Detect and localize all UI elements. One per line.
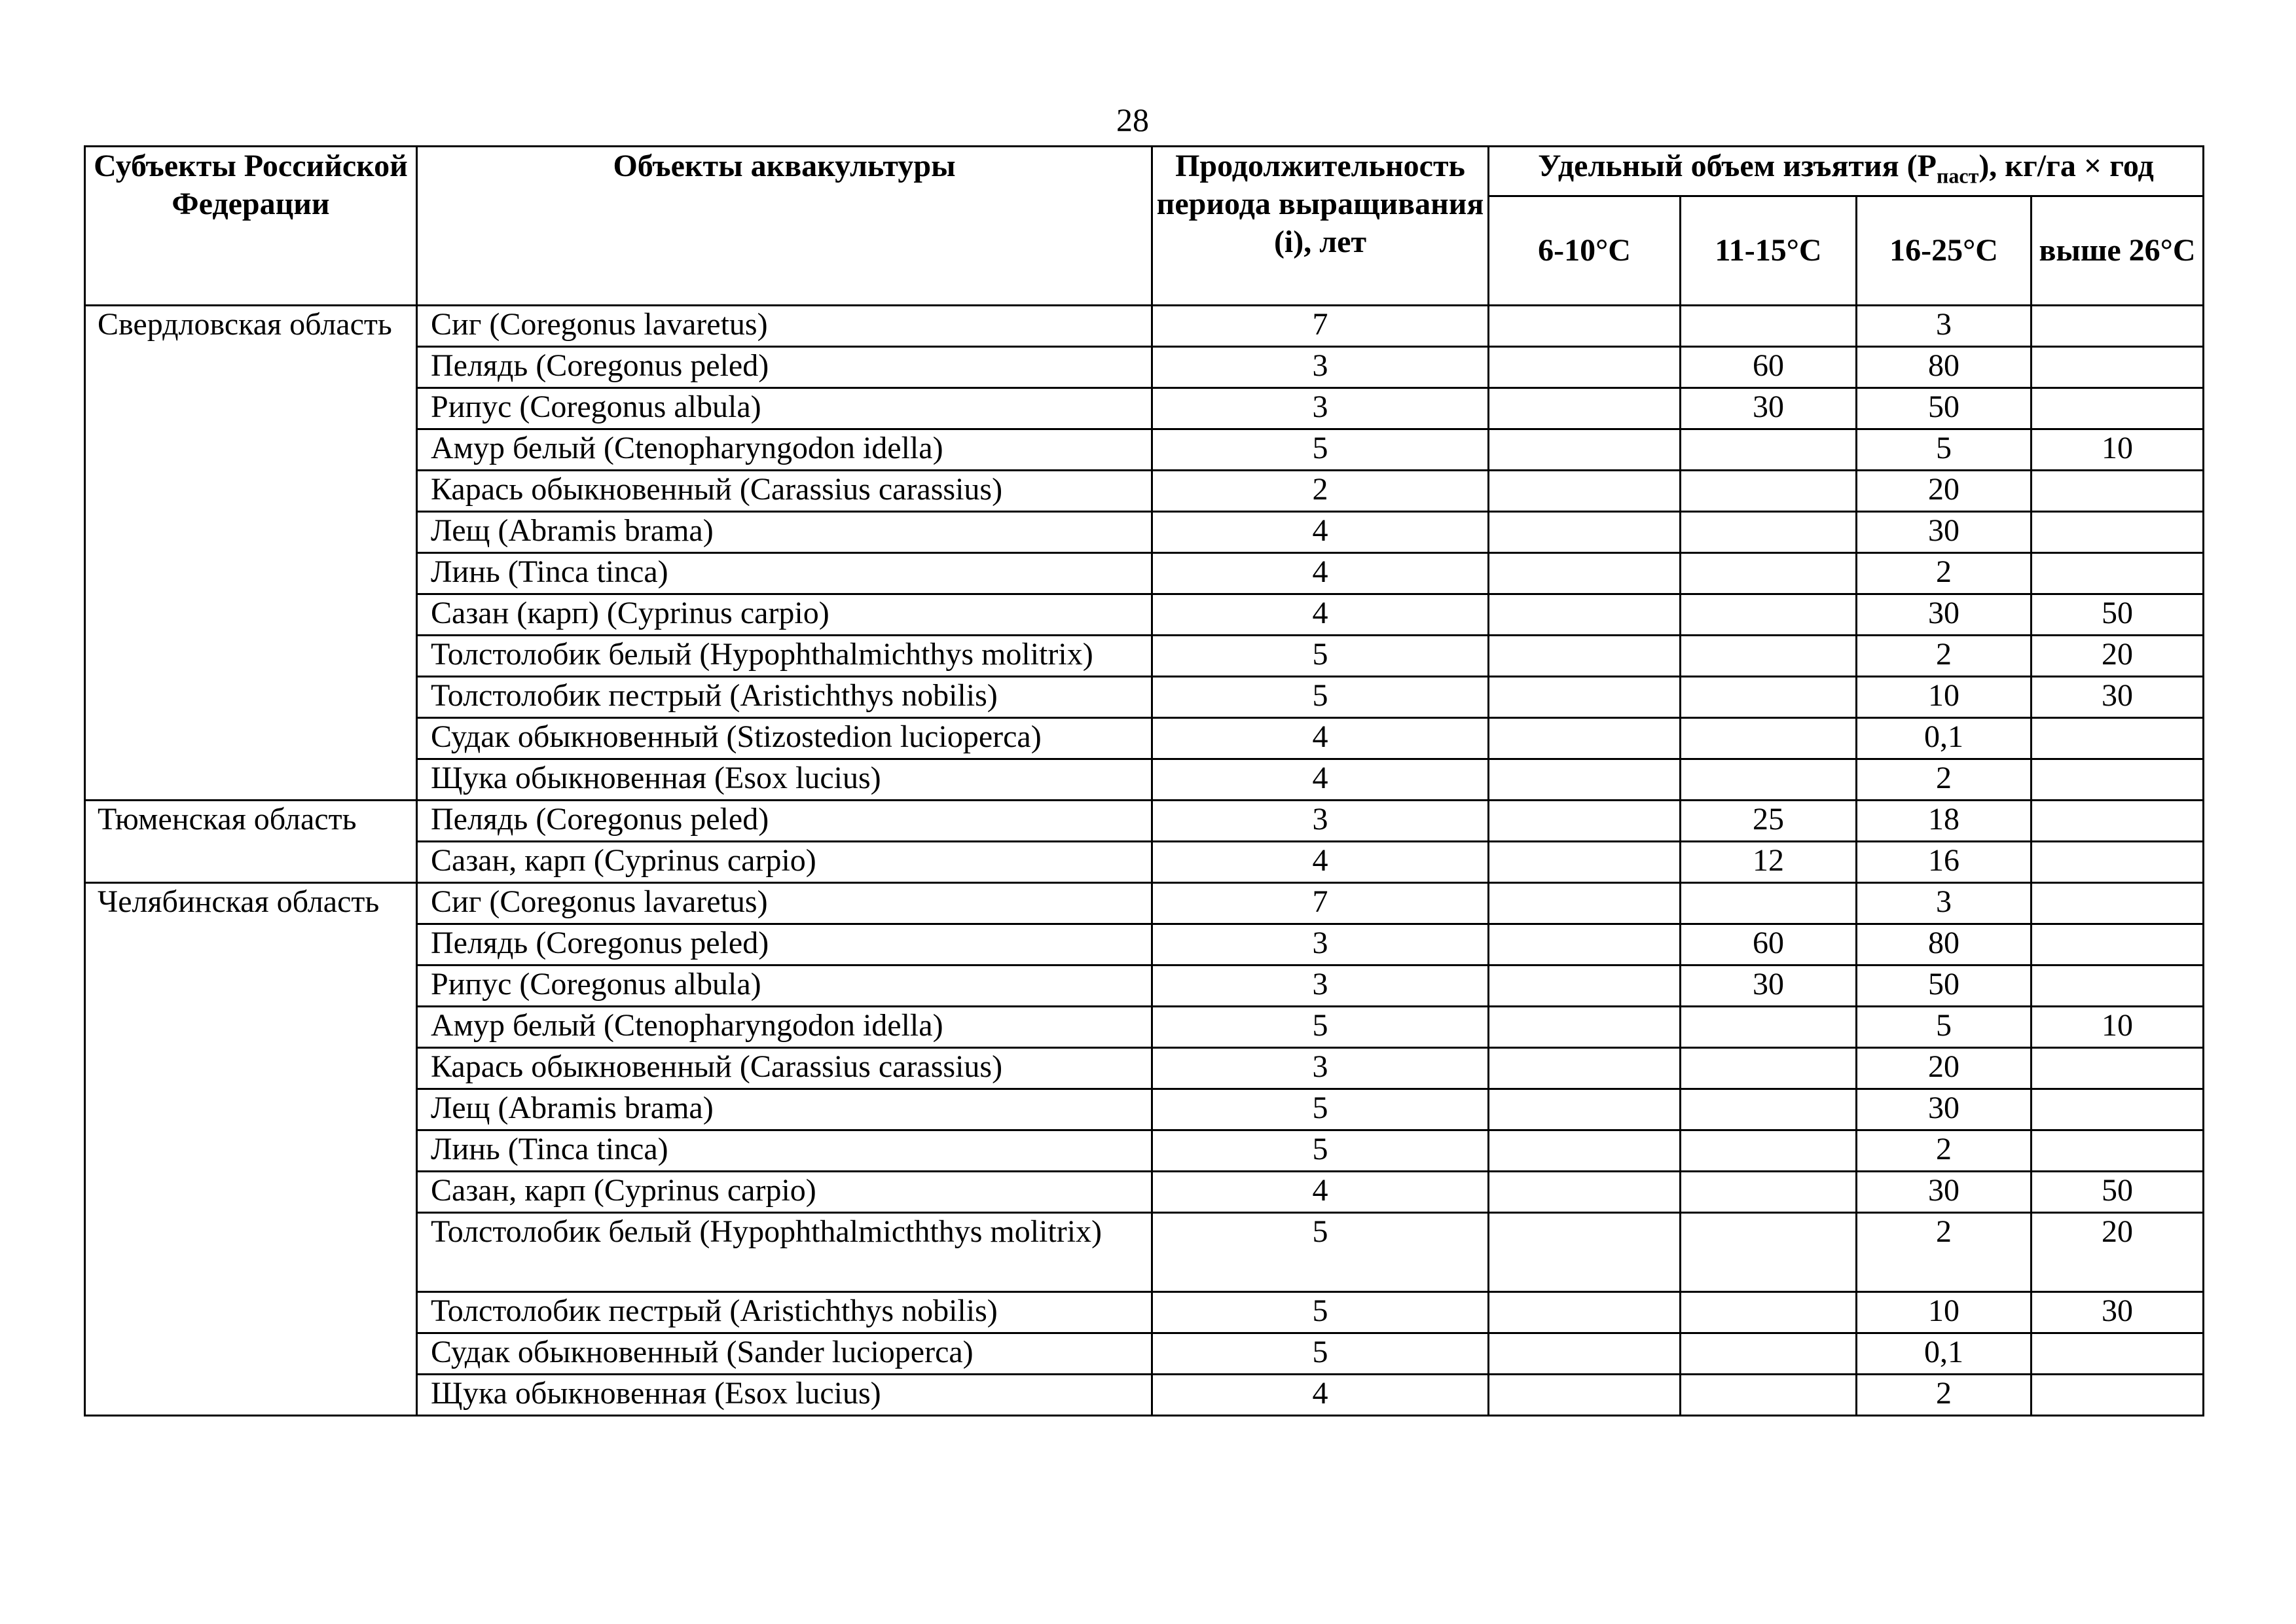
- period-cell: 5: [1152, 676, 1489, 717]
- temp-above-26-cell: [2032, 552, 2204, 594]
- temp-above-26-cell: [2032, 346, 2204, 388]
- temp-16-25-cell: 80: [1857, 924, 2032, 965]
- period-cell: 5: [1152, 1291, 1489, 1333]
- temp-11-15-cell: [1681, 1212, 1857, 1291]
- temp-11-15-cell: [1681, 1333, 1857, 1374]
- temp-above-26-cell: [2032, 800, 2204, 841]
- temp-11-15-cell: 12: [1681, 841, 1857, 882]
- temp-16-25-cell: 20: [1857, 470, 2032, 511]
- temp-above-26-cell: 30: [2032, 1291, 2204, 1333]
- temp-above-26-cell: [2032, 511, 2204, 552]
- period-cell: 5: [1152, 1212, 1489, 1291]
- period-cell: 4: [1152, 552, 1489, 594]
- temp-6-10-cell: [1489, 800, 1681, 841]
- period-cell: 3: [1152, 1047, 1489, 1089]
- temp-11-15-cell: [1681, 676, 1857, 717]
- temp-16-25-cell: 20: [1857, 1047, 2032, 1089]
- temp-16-25-cell: 2: [1857, 552, 2032, 594]
- temp-16-25-cell: 3: [1857, 305, 2032, 346]
- object-cell: Сазан (карп) (Cyprinus carpio): [417, 594, 1152, 635]
- object-cell: Толстолобик белый (Hypophthalmichthys molitrix): [417, 635, 1152, 676]
- temp-6-10-cell: [1489, 965, 1681, 1006]
- header-temp-16-25: 16-25°C: [1857, 196, 2032, 305]
- temp-11-15-cell: [1681, 594, 1857, 635]
- temp-6-10-cell: [1489, 388, 1681, 429]
- temp-11-15-cell: [1681, 1047, 1857, 1089]
- temp-6-10-cell: [1489, 429, 1681, 470]
- temp-11-15-cell: [1681, 1171, 1857, 1212]
- temp-16-25-cell: 5: [1857, 429, 2032, 470]
- period-cell: 4: [1152, 1171, 1489, 1212]
- temp-6-10-cell: [1489, 346, 1681, 388]
- table-row: [85, 800, 2204, 841]
- header-subject: Субъекты Российской Федерации: [85, 147, 417, 306]
- temp-11-15-cell: [1681, 1130, 1857, 1171]
- object-cell: Судак обыкновенный (Stizostedion lucioperca): [417, 717, 1152, 759]
- temp-6-10-cell: [1489, 1374, 1681, 1415]
- temp-above-26-cell: [2032, 1333, 2204, 1374]
- period-cell: 5: [1152, 1089, 1489, 1130]
- object-cell: Линь (Tinca tinca): [417, 552, 1152, 594]
- temp-6-10-cell: [1489, 882, 1681, 924]
- object-cell: Амур белый (Ctenopharyngodon idella): [417, 1006, 1152, 1047]
- period-cell: 7: [1152, 882, 1489, 924]
- temp-above-26-cell: [2032, 1089, 2204, 1130]
- period-cell: 5: [1152, 635, 1489, 676]
- temp-11-15-cell: 60: [1681, 924, 1857, 965]
- temp-above-26-cell: 30: [2032, 676, 2204, 717]
- temp-6-10-cell: [1489, 305, 1681, 346]
- object-cell: Судак обыкновенный (Sander lucioperca): [417, 1333, 1152, 1374]
- region-name-cell: Тюменская область: [85, 800, 417, 882]
- temp-16-25-cell: 0,1: [1857, 1333, 2032, 1374]
- table-header: [85, 147, 2204, 306]
- object-cell: Карась обыкновенный (Carassius carassius): [417, 1047, 1152, 1089]
- temp-16-25-cell: 2: [1857, 1130, 2032, 1171]
- temp-16-25-cell: 30: [1857, 511, 2032, 552]
- period-cell: 4: [1152, 1374, 1489, 1415]
- temp-16-25-cell: 30: [1857, 1171, 2032, 1212]
- temp-11-15-cell: [1681, 1089, 1857, 1130]
- temp-6-10-cell: [1489, 1130, 1681, 1171]
- temp-11-15-cell: [1681, 1006, 1857, 1047]
- temp-above-26-cell: 20: [2032, 1212, 2204, 1291]
- period-cell: 3: [1152, 924, 1489, 965]
- temp-6-10-cell: [1489, 1171, 1681, 1212]
- period-cell: 7: [1152, 305, 1489, 346]
- temp-6-10-cell: [1489, 924, 1681, 965]
- object-cell: Толстолобик белый (Hypophthalmicththys molitrix): [417, 1212, 1152, 1291]
- object-cell: Сазан, карп (Cyprinus carpio): [417, 841, 1152, 882]
- period-cell: 4: [1152, 841, 1489, 882]
- temp-11-15-cell: 30: [1681, 965, 1857, 1006]
- temp-above-26-cell: [2032, 305, 2204, 346]
- header-temp-above-26: выше 26°C: [2032, 196, 2204, 305]
- header-duration: Продолжительность периода выращивания (i), лет: [1152, 147, 1489, 306]
- temp-above-26-cell: [2032, 924, 2204, 965]
- temp-6-10-cell: [1489, 594, 1681, 635]
- object-cell: Линь (Tinca tinca): [417, 1130, 1152, 1171]
- temp-11-15-cell: [1681, 1291, 1857, 1333]
- temp-16-25-cell: 2: [1857, 1374, 2032, 1415]
- period-cell: 3: [1152, 388, 1489, 429]
- temp-above-26-cell: [2032, 1047, 2204, 1089]
- temp-above-26-cell: 50: [2032, 594, 2204, 635]
- temp-6-10-cell: [1489, 470, 1681, 511]
- temp-above-26-cell: [2032, 1374, 2204, 1415]
- temp-11-15-cell: [1681, 1374, 1857, 1415]
- object-cell: Пелядь (Coregonus peled): [417, 346, 1152, 388]
- temp-above-26-cell: [2032, 965, 2204, 1006]
- temp-above-26-cell: [2032, 717, 2204, 759]
- temp-11-15-cell: [1681, 511, 1857, 552]
- object-cell: Щука обыкновенная (Esox lucius): [417, 1374, 1152, 1415]
- period-cell: 4: [1152, 594, 1489, 635]
- temp-16-25-cell: 50: [1857, 388, 2032, 429]
- temp-11-15-cell: [1681, 717, 1857, 759]
- temp-16-25-cell: 50: [1857, 965, 2032, 1006]
- temp-above-26-cell: 10: [2032, 1006, 2204, 1047]
- period-cell: 4: [1152, 511, 1489, 552]
- period-cell: 5: [1152, 1006, 1489, 1047]
- period-cell: 3: [1152, 346, 1489, 388]
- temp-11-15-cell: [1681, 759, 1857, 800]
- temp-above-26-cell: 50: [2032, 1171, 2204, 1212]
- temp-11-15-cell: 30: [1681, 388, 1857, 429]
- temp-6-10-cell: [1489, 552, 1681, 594]
- temp-16-25-cell: 0,1: [1857, 717, 2032, 759]
- period-cell: 5: [1152, 1333, 1489, 1374]
- period-cell: 5: [1152, 1130, 1489, 1171]
- temp-16-25-cell: 18: [1857, 800, 2032, 841]
- temp-6-10-cell: [1489, 676, 1681, 717]
- object-cell: Рипус (Coregonus albula): [417, 388, 1152, 429]
- temp-above-26-cell: [2032, 388, 2204, 429]
- object-cell: Сазан, карп (Cyprinus carpio): [417, 1171, 1152, 1212]
- object-cell: Карась обыкновенный (Carassius carassius): [417, 470, 1152, 511]
- object-cell: Толстолобик пестрый (Aristichthys nobilis): [417, 1291, 1152, 1333]
- region-name-cell: Свердловская область: [85, 305, 417, 800]
- temp-6-10-cell: [1489, 1047, 1681, 1089]
- temp-16-25-cell: 5: [1857, 1006, 2032, 1047]
- object-cell: Пелядь (Coregonus peled): [417, 800, 1152, 841]
- period-cell: 2: [1152, 470, 1489, 511]
- temp-above-26-cell: [2032, 759, 2204, 800]
- temp-6-10-cell: [1489, 1212, 1681, 1291]
- region-name-cell: Челябинская область: [85, 882, 417, 1415]
- temp-16-25-cell: 2: [1857, 759, 2032, 800]
- header-temp-11-15: 11-15°C: [1681, 196, 1857, 305]
- temp-above-26-cell: [2032, 1130, 2204, 1171]
- object-cell: Пелядь (Coregonus peled): [417, 924, 1152, 965]
- temp-6-10-cell: [1489, 841, 1681, 882]
- temp-16-25-cell: 16: [1857, 841, 2032, 882]
- period-cell: 4: [1152, 759, 1489, 800]
- temp-6-10-cell: [1489, 511, 1681, 552]
- temp-16-25-cell: 10: [1857, 676, 2032, 717]
- temp-16-25-cell: 30: [1857, 594, 2032, 635]
- temp-above-26-cell: [2032, 841, 2204, 882]
- object-cell: Толстолобик пестрый (Aristichthys nobilis): [417, 676, 1152, 717]
- temp-11-15-cell: [1681, 305, 1857, 346]
- object-cell: Сиг (Coregonus lavaretus): [417, 882, 1152, 924]
- page-number: 28: [1116, 101, 1149, 138]
- temp-6-10-cell: [1489, 759, 1681, 800]
- temp-11-15-cell: [1681, 470, 1857, 511]
- temp-6-10-cell: [1489, 1006, 1681, 1047]
- object-cell: Сиг (Coregonus lavaretus): [417, 305, 1152, 346]
- temp-16-25-cell: 30: [1857, 1089, 2032, 1130]
- temp-11-15-cell: 25: [1681, 800, 1857, 841]
- temp-6-10-cell: [1489, 717, 1681, 759]
- temp-16-25-cell: 3: [1857, 882, 2032, 924]
- object-cell: Лещ (Abramis brama): [417, 511, 1152, 552]
- object-cell: Лещ (Abramis brama): [417, 1089, 1152, 1130]
- object-cell: Амур белый (Ctenopharyngodon idella): [417, 429, 1152, 470]
- temp-above-26-cell: 20: [2032, 635, 2204, 676]
- aquaculture-table: [84, 145, 2204, 1416]
- table-row: [85, 882, 2204, 924]
- temp-11-15-cell: [1681, 882, 1857, 924]
- object-cell: Рипус (Coregonus albula): [417, 965, 1152, 1006]
- table-body: [85, 305, 2204, 1415]
- temp-16-25-cell: 2: [1857, 1212, 2032, 1291]
- temp-11-15-cell: [1681, 429, 1857, 470]
- period-cell: 4: [1152, 717, 1489, 759]
- temp-11-15-cell: 60: [1681, 346, 1857, 388]
- temp-16-25-cell: 2: [1857, 635, 2032, 676]
- temp-6-10-cell: [1489, 1291, 1681, 1333]
- temp-6-10-cell: [1489, 635, 1681, 676]
- temp-11-15-cell: [1681, 635, 1857, 676]
- header-temp-6-10: 6-10°C: [1489, 196, 1681, 305]
- temp-11-15-cell: [1681, 552, 1857, 594]
- temp-6-10-cell: [1489, 1333, 1681, 1374]
- period-cell: 5: [1152, 429, 1489, 470]
- temp-above-26-cell: [2032, 470, 2204, 511]
- header-removal-volume: Удельный объем изъятия $(P_{паст})$, кг/га × год: [1489, 147, 2204, 196]
- temp-above-26-cell: [2032, 882, 2204, 924]
- temp-16-25-cell: 10: [1857, 1291, 2032, 1333]
- period-cell: 3: [1152, 800, 1489, 841]
- object-cell: Щука обыкновенная (Esox lucius): [417, 759, 1152, 800]
- temp-above-26-cell: 10: [2032, 429, 2204, 470]
- header-object: Объекты аквакультуры: [417, 147, 1152, 306]
- temp-6-10-cell: [1489, 1089, 1681, 1130]
- temp-16-25-cell: 80: [1857, 346, 2032, 388]
- table-row: [85, 305, 2204, 346]
- period-cell: 3: [1152, 965, 1489, 1006]
